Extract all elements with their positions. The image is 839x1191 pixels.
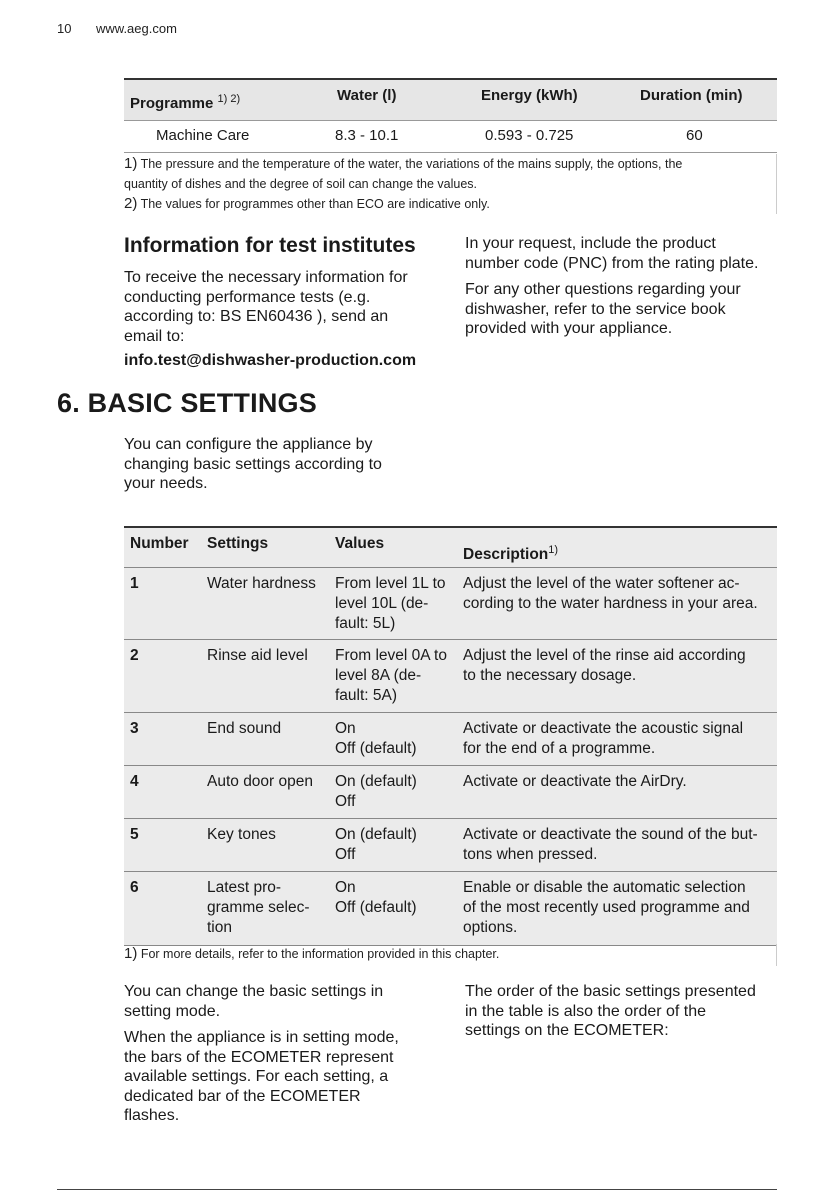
setting-number: 2 xyxy=(130,647,139,664)
table-row xyxy=(124,640,777,713)
setting-name: End sound xyxy=(207,720,282,737)
page-number: 10 xyxy=(57,21,72,36)
setting-values: From level 0A to level 8A (de- fault: 5A) xyxy=(335,647,447,704)
setting-name: Auto door open xyxy=(207,773,314,790)
cell-energy: 0.593 - 0.725 xyxy=(485,127,574,144)
setting-values: On Off (default) xyxy=(335,879,417,916)
header-description: Description$^{1)}$ xyxy=(463,544,559,564)
setting-values: On (default) Off xyxy=(335,826,417,863)
header-duration: Duration (min) xyxy=(640,87,743,104)
settings-table-header xyxy=(124,528,777,568)
cell-duration: 60 xyxy=(686,127,703,144)
setting-mode-left-column: You can change the basic settings in setting mode. When the appliance is in setting mode, the bars of the ECOMETER represent available settings. For each setting, a dedicated bar of the ECOMETER flashes. xyxy=(124,983,399,1124)
header-number: Number xyxy=(130,535,189,552)
header-settings: Settings xyxy=(207,535,269,552)
setting-name: Key tones xyxy=(207,826,276,843)
setting-name: Water hardness xyxy=(207,575,316,592)
test-institutes-paragraph: To receive the necessary information for conducting performance tests (e.g. according to: BS EN60436 ), send an email to: xyxy=(124,269,408,345)
footnote-2: 2) The values for programmes other than ECO are indicative only. xyxy=(124,195,490,212)
header-programme: Programme $^{1) 2)}$ xyxy=(130,93,241,112)
setting-description: Adjust the level of the water softener ac- cording to the water hardness in your area. xyxy=(463,575,758,612)
cell-water: 8.3 - 10.1 xyxy=(335,127,399,144)
header-energy: Energy (kWh) xyxy=(481,87,578,104)
cell-programme: Machine Care xyxy=(156,127,250,144)
setting-number: 4 xyxy=(130,773,139,790)
header-values: Values xyxy=(335,535,385,552)
setting-mode-right-column: The order of the basic settings presented in the table is also the order of the settings on the ECOMETER: xyxy=(465,983,756,1039)
setting-values: From level 1L to level 10L (de- fault: 5L) xyxy=(335,575,446,632)
section-heading-test-institutes: Information for test institutes xyxy=(124,234,416,257)
setting-values: On Off (default) xyxy=(335,720,417,757)
test-institutes-right-column: In your request, include the product number code (PNC) from the rating plate. For any other questions regarding your dishwasher, refer to the service book provided with your appliance. xyxy=(465,235,759,337)
website-url: www.aeg.com xyxy=(96,21,177,36)
programme-footnotes xyxy=(124,154,777,214)
setting-number: 5 xyxy=(130,826,139,843)
table-row xyxy=(124,819,777,872)
footnote-1: 1) The pressure and the temperature of the water, the variations of the mains supply, the options, the xyxy=(124,155,683,172)
setting-number: 6 xyxy=(130,879,139,896)
table-row xyxy=(124,713,777,766)
programme-table-header xyxy=(124,80,777,121)
setting-description: Activate or deactivate the sound of the but- tons when pressed. xyxy=(463,826,758,863)
page-bottom-rule xyxy=(57,1189,777,1190)
settings-footnote xyxy=(124,944,777,966)
footnote-1: 1) For more details, refer to the information provided in this chapter. xyxy=(124,945,500,962)
footnote-1-cont: quantity of dishes and the degree of soil can change the values. xyxy=(124,177,478,191)
programme-table xyxy=(124,78,777,153)
setting-description: Adjust the level of the rinse aid according to the necessary dosage. xyxy=(463,647,746,684)
table-row xyxy=(124,568,777,640)
setting-name: Latest pro- gramme selec- tion xyxy=(207,879,310,936)
chapter-title: 6. BASIC SETTINGS xyxy=(57,388,317,418)
setting-number: 3 xyxy=(130,720,139,737)
setting-name: Rinse aid level xyxy=(207,647,308,664)
setting-number: 1 xyxy=(130,575,139,592)
setting-description: Activate or deactivate the AirDry. xyxy=(463,773,687,790)
table-row xyxy=(124,121,777,153)
basic-settings-intro: You can configure the appliance by changing basic settings according to your needs. xyxy=(124,436,382,492)
header-water: Water (l) xyxy=(337,87,397,104)
setting-description: Enable or disable the automatic selection of the most recently used programme and options. xyxy=(463,879,750,936)
setting-description: Activate or deactivate the acoustic signal for the end of a programme. xyxy=(463,720,744,757)
settings-table xyxy=(124,526,777,946)
table-row xyxy=(124,766,777,819)
setting-values: On (default) Off xyxy=(335,773,417,810)
table-row xyxy=(124,872,777,946)
test-email: info.test@dishwasher-production.com xyxy=(124,352,417,369)
